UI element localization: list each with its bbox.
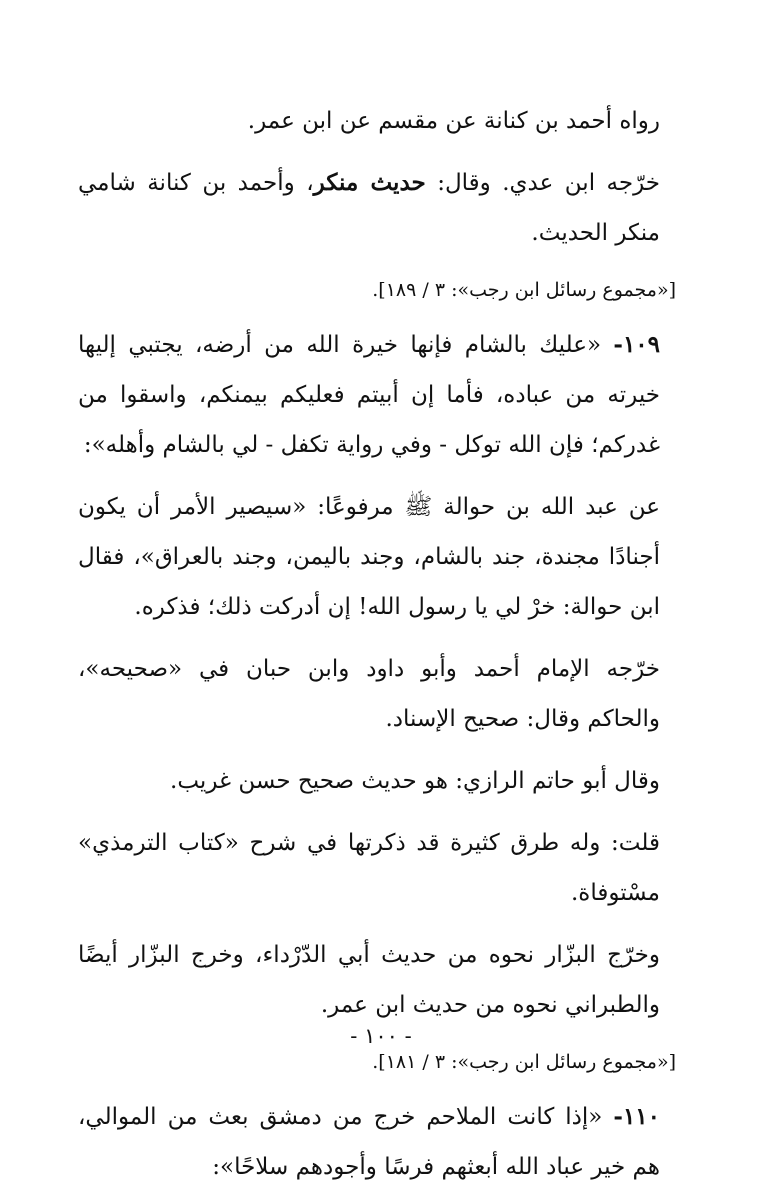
page-number: - ١٠٠ -	[350, 1024, 412, 1048]
narration-line	[78, 96, 682, 146]
takhrij-paragraph-2	[78, 644, 682, 744]
additional-takhrij-text: وخرّج البزّار نحوه من حديث أبي الدّرْداء، وخرج البزّار أيضًا والطبراني نحوه من حديث ابن عمر.	[78, 942, 660, 1018]
hadith-number: ١٠٩-	[613, 331, 660, 358]
takhrij-text-cont: ، وأحمد بن كنانة شامي منكر الحديث.	[78, 170, 660, 246]
takhrij-text-2: خرّجه الإمام أحمد وأبو داود وابن حبان في «صحيحه»، والحاكم وقال: صحيح الإسناد.	[78, 656, 660, 732]
reference-text-2: [«مجموع رسائل ابن رجب»: ٣ / ١٨١].	[372, 1051, 676, 1073]
grading-line	[78, 756, 682, 806]
isnad-text: عن عبد الله بن حوالة ﷺ مرفوعًا: «سيصير الأمر أن يكون أجنادًا مجندة، جند بالشام، وجند باليمن، وجند بالعراق»، فقال ابن حوالة: خرْ لي يا رسول الله! إن أدركت ذلك؛ فذكره.	[78, 494, 660, 620]
hadith-number-2: ١١٠-	[613, 1103, 660, 1130]
hadith-text: «عليك بالشام فإنها خيرة الله من أرضه، يجتبي إليها خيرته من عباده، فأما إن أبيتم فعليكم بيمنكم، واسقوا من غدركم؛ فإن الله توكل - وفي رواية تكفل - لي بالشام وأهله»:	[78, 332, 660, 458]
reference-text: [«مجموع رسائل ابن رجب»: ٣ / ١٨٩].	[372, 279, 676, 301]
narration-text: رواه أحمد بن كنانة عن مقسم عن ابن عمر.	[247, 108, 660, 134]
author-note-text: قلت: وله طرق كثيرة قد ذكرتها في شرح «كتاب الترمذي» مسْتوفاة.	[78, 830, 660, 906]
isnad-paragraph	[78, 482, 682, 632]
hadith-110	[78, 1092, 682, 1192]
hadith-text-2: «إذا كانت الملاحم خرج من دمشق بعث من الموالي، هم خير عباد الله أبعثهم فرسًا وأجودهم سلاحًا»:	[78, 1104, 660, 1180]
source-reference	[78, 270, 682, 310]
author-note	[78, 818, 682, 918]
hadith-109	[78, 320, 682, 470]
takhrij-text: خرّجه ابن عدي. وقال:	[425, 170, 661, 196]
source-reference-2	[78, 1042, 682, 1082]
grading-text: وقال أبو حاتم الرازي: هو حديث صحيح حسن غريب.	[170, 768, 660, 794]
takhrij-paragraph	[78, 158, 682, 258]
additional-takhrij	[78, 930, 682, 1030]
hadith-grade: حديث منكر	[313, 169, 426, 196]
